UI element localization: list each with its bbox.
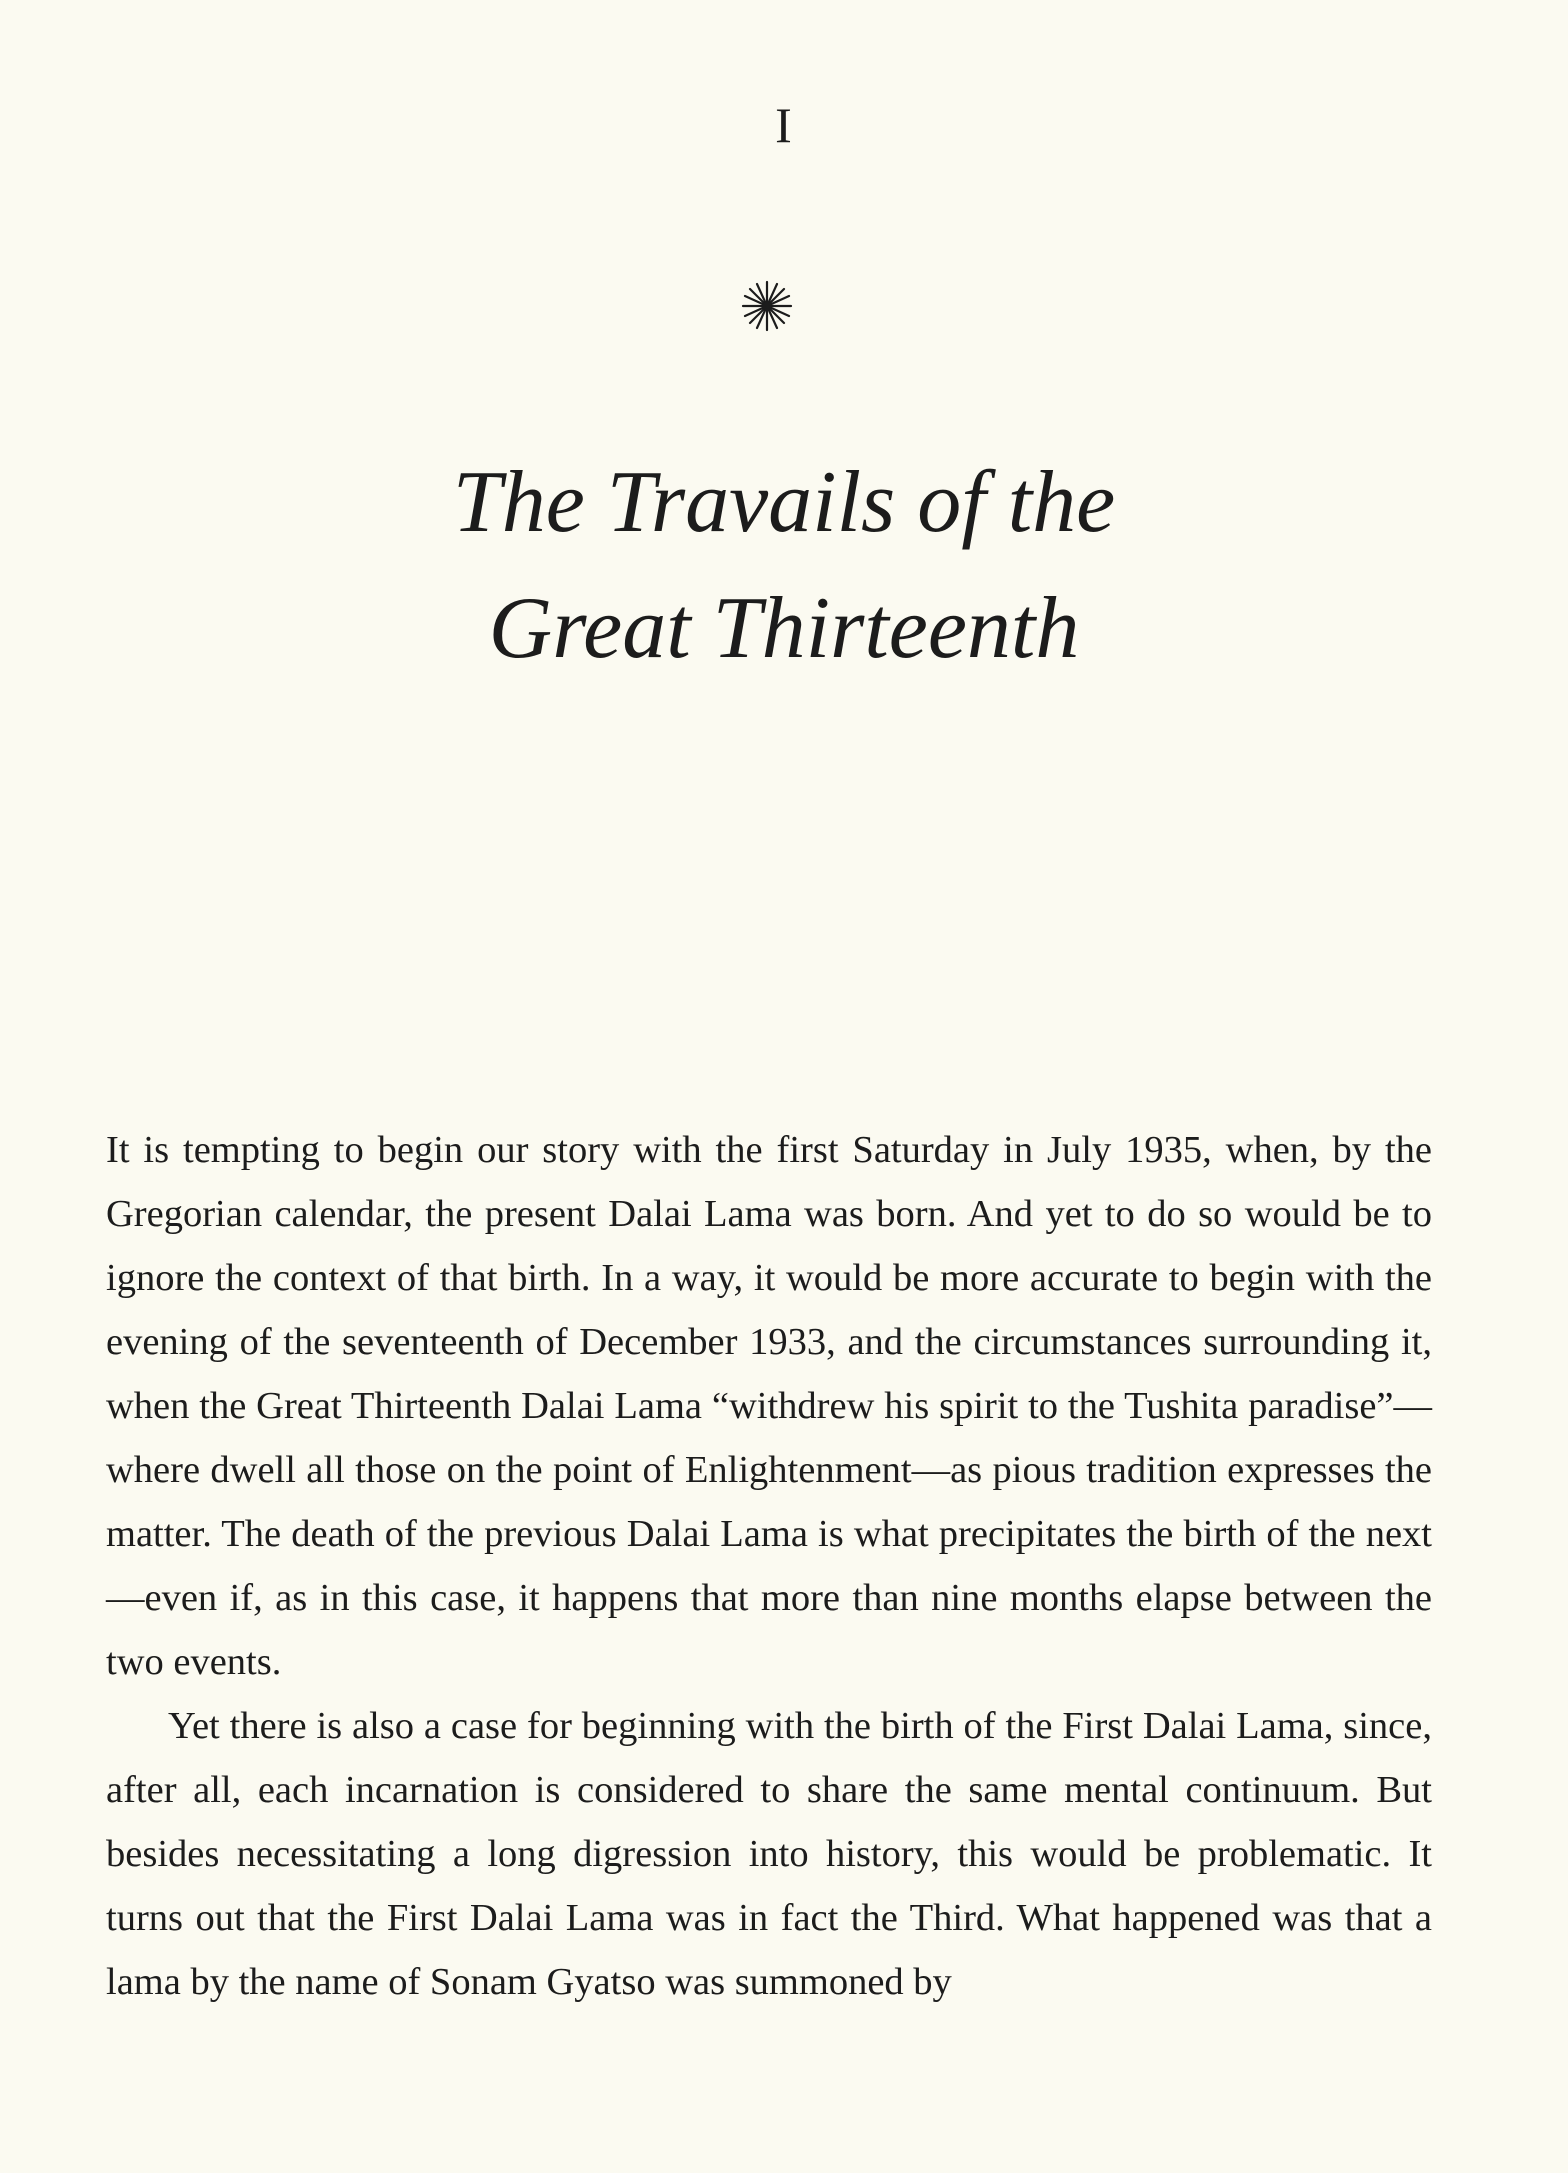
chapter-number: I: [775, 97, 793, 153]
chapter-title: [0, 440, 1568, 692]
paragraph-1: It is tempting to begin our story with the first Saturday in July 1935, when, by the Gregorian calendar, the present Dalai Lama was born. And yet to do so would be to ignore the context of that birth. In a way, it would be more accurate to begin with the evening of the seventeenth of December 1933, and the circumstances surrounding it, when the Great Thirteenth Dalai Lama “withdrew his spirit to the Tushita paradise”—where dwell all those on the point of Enlightenment—as pious tradition expresses the matter. The death of the previous Dalai Lama is what precipitates the birth of the next —even if, as in this case, it happens that more than nine months elapse between the two events.: [106, 1129, 1432, 1683]
chapter-title-line-2: Great Thirteenth: [488, 580, 1080, 677]
chapter-body-text: [106, 1118, 1432, 2014]
chapter-title-line-1: The Travails of the: [452, 454, 1116, 551]
paragraph-2: Yet there is also a case for beginning with the birth of the First Dalai Lama, since, after all, each incarnation is considered to share the same mental continuum. But besides necessitating a long digression into history, this would be problematic. It turns out that the First Dalai Lama was in fact the Third. What happened was that a lama by the name of Sonam Gyatso was summoned by: [106, 1705, 1432, 2003]
asterisk-star-ornament-icon: [739, 278, 795, 334]
